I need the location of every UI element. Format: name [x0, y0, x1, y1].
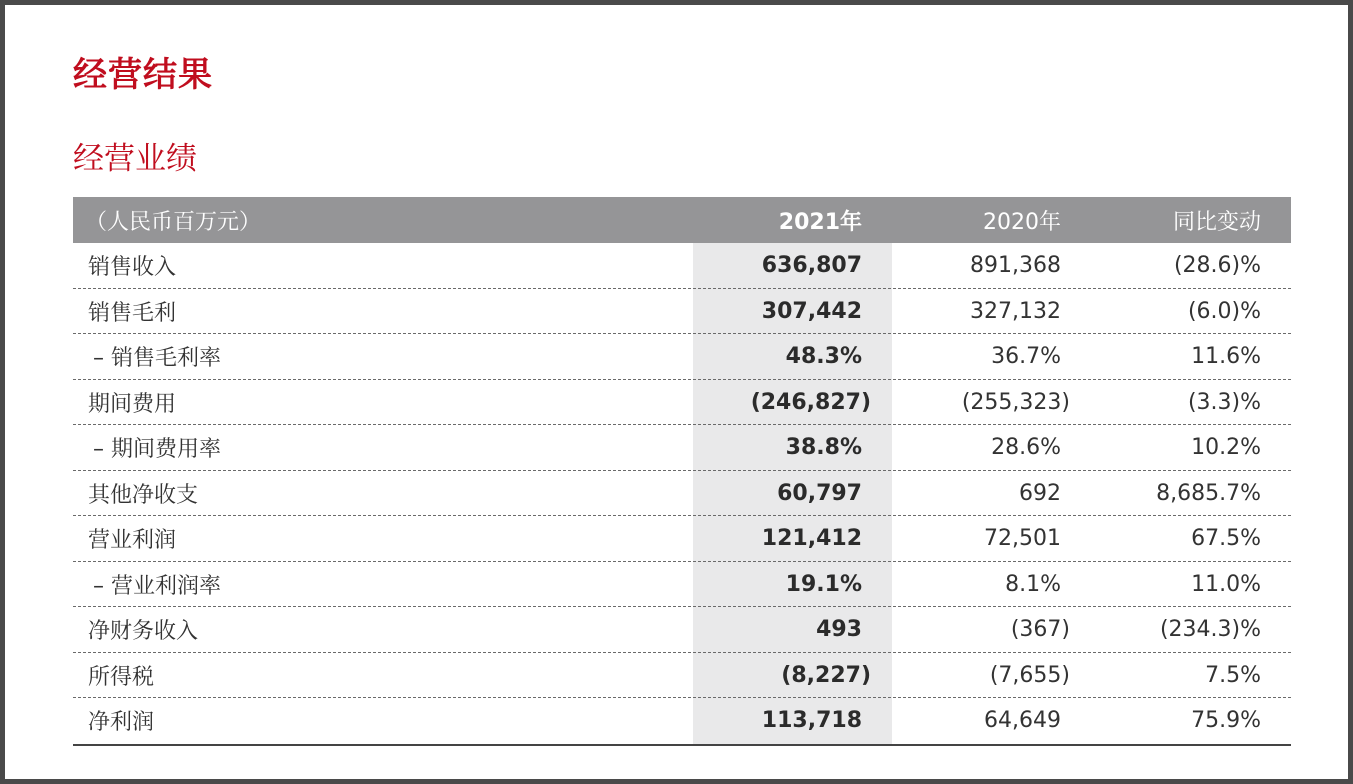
cell-2020	[892, 289, 1091, 335]
table-row	[73, 562, 1291, 608]
cell-2021	[693, 471, 892, 517]
cell-yoy	[1091, 425, 1291, 471]
row-label: – 期间费用率	[93, 437, 221, 463]
value-yoy: (234.3)%	[1159, 617, 1261, 643]
cell-2020	[892, 698, 1091, 744]
value-2021: (246,827)	[750, 389, 871, 415]
row-label: 销售毛利	[88, 300, 177, 326]
value-yoy: 75.9%	[1191, 708, 1261, 734]
value-2021: 19.1%	[785, 571, 862, 597]
cell-2021	[693, 562, 892, 608]
cell-2020	[892, 607, 1091, 653]
header-yoy	[1091, 197, 1291, 243]
cell-2020	[892, 516, 1091, 562]
value-2020: 8.1%	[1005, 571, 1061, 597]
table-row	[73, 289, 1291, 335]
cell-2020	[892, 653, 1091, 699]
value-2021: 113,718	[761, 708, 862, 734]
cell-2020	[892, 562, 1091, 608]
value-2021: 48.3%	[785, 344, 862, 370]
cell-yoy	[1091, 516, 1291, 562]
cell-yoy	[1091, 243, 1291, 289]
cell-2020	[892, 243, 1091, 289]
value-2020: 891,368	[970, 253, 1061, 279]
value-yoy: 11.6%	[1191, 344, 1261, 370]
value-yoy: (6.0)%	[1187, 298, 1261, 324]
cell-yoy	[1091, 289, 1291, 335]
value-2021: 636,807	[761, 253, 862, 279]
cell-yoy	[1091, 698, 1291, 744]
value-2020: 64,649	[984, 708, 1061, 734]
value-2021: 121,412	[761, 526, 862, 552]
table-row	[73, 516, 1291, 562]
section-title: 经营业绩	[73, 141, 197, 177]
cell-2020	[892, 425, 1091, 471]
value-2020: (255,323)	[961, 389, 1070, 415]
value-yoy: 8,685.7%	[1156, 480, 1261, 506]
row-label: – 营业利润率	[93, 573, 221, 599]
row-label: 其他净收支	[88, 482, 199, 508]
value-2021: 38.8%	[785, 435, 862, 461]
header-2020-label: 2020年	[983, 209, 1061, 235]
header-2021-label: 2021年	[778, 209, 862, 235]
header-unit: （人民币百万元）	[85, 209, 262, 235]
value-2020: 692	[1019, 480, 1061, 506]
value-yoy: 7.5%	[1205, 662, 1261, 688]
value-2020: (367)	[1010, 617, 1070, 643]
header-2021	[693, 197, 892, 243]
value-2021: 307,442	[761, 298, 862, 324]
value-2020: 327,132	[970, 298, 1061, 324]
value-yoy: 11.0%	[1191, 571, 1261, 597]
value-yoy: 10.2%	[1191, 435, 1261, 461]
cell-2021	[693, 653, 892, 699]
cell-yoy	[1091, 471, 1291, 517]
header-2020	[892, 197, 1091, 243]
value-yoy: (3.3)%	[1187, 389, 1261, 415]
cell-2021	[693, 289, 892, 335]
cell-2021	[693, 698, 892, 744]
cell-yoy	[1091, 562, 1291, 608]
row-label: 营业利润	[88, 528, 177, 554]
cell-2020	[892, 380, 1091, 426]
row-label: 期间费用	[88, 391, 177, 417]
table-row	[73, 425, 1291, 471]
cell-yoy	[1091, 334, 1291, 380]
value-2021: 493	[816, 617, 862, 643]
value-2020: 28.6%	[991, 435, 1061, 461]
value-2020: (7,655)	[989, 662, 1070, 688]
cell-2021	[693, 334, 892, 380]
row-label: 销售收入	[88, 255, 177, 281]
cell-2021	[693, 516, 892, 562]
results-table	[73, 197, 1291, 746]
page-title: 经营结果	[73, 55, 213, 95]
table-row	[73, 698, 1291, 746]
cell-2020	[892, 471, 1091, 517]
cell-2021	[693, 243, 892, 289]
row-label: 所得税	[88, 664, 155, 690]
value-2020: 36.7%	[991, 344, 1061, 370]
cell-yoy	[1091, 653, 1291, 699]
cell-2021	[693, 380, 892, 426]
value-yoy: 67.5%	[1191, 526, 1261, 552]
table-header	[73, 197, 1291, 243]
cell-2020	[892, 334, 1091, 380]
row-label: 净利润	[88, 710, 155, 736]
table-row	[73, 471, 1291, 517]
table-row	[73, 334, 1291, 380]
cell-2021	[693, 607, 892, 653]
value-2021: 60,797	[777, 480, 862, 506]
cell-yoy	[1091, 380, 1291, 426]
cell-2021	[693, 425, 892, 471]
table-row	[73, 607, 1291, 653]
row-label: 净财务收入	[88, 619, 199, 645]
row-label: – 销售毛利率	[93, 346, 221, 372]
value-2020: 72,501	[984, 526, 1061, 552]
header-yoy-label: 同比变动	[1172, 209, 1261, 235]
value-2021: (8,227)	[781, 662, 871, 688]
value-yoy: (28.6)%	[1173, 253, 1261, 279]
cell-yoy	[1091, 607, 1291, 653]
table-row	[73, 380, 1291, 426]
table-row	[73, 243, 1291, 289]
table-row	[73, 653, 1291, 699]
